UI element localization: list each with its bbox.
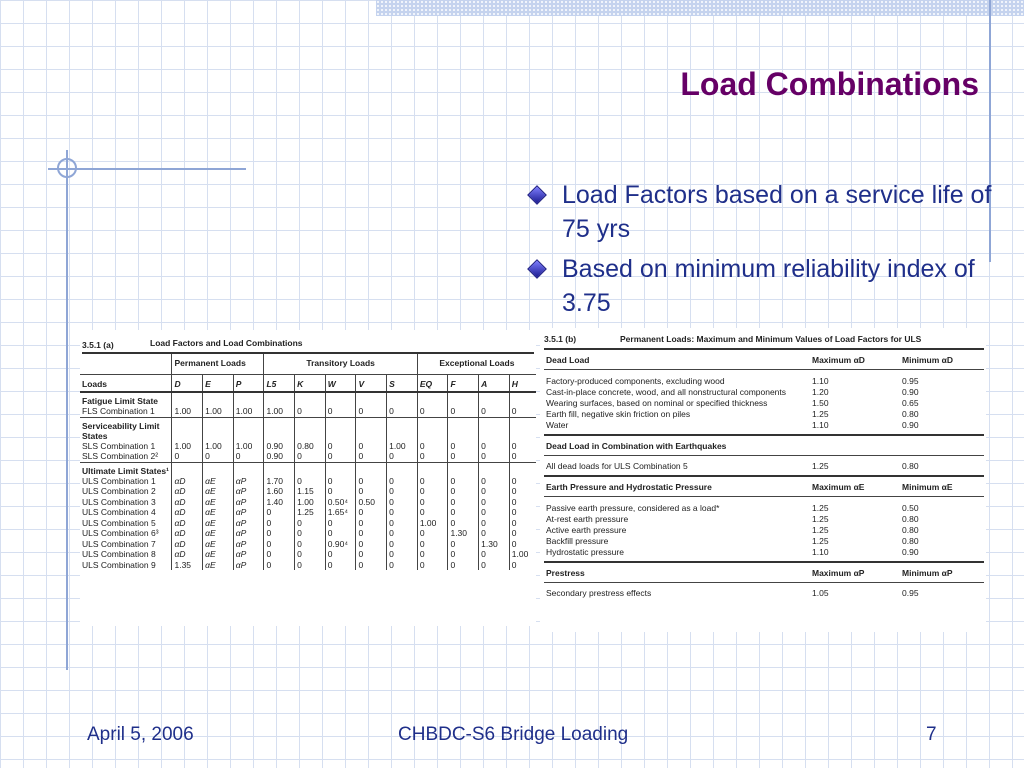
- table-cell: 0: [417, 451, 448, 462]
- table-cell: 0: [479, 518, 510, 529]
- decorative-horizontal-line: [48, 168, 246, 170]
- table-cell: 1.00: [172, 441, 203, 452]
- table-cell: 1.50: [812, 397, 829, 408]
- table-row: [544, 525, 984, 536]
- table-caption: Load Factors and Load Combinations: [150, 338, 303, 348]
- table-cell: 0: [448, 476, 479, 487]
- section-heading-row: [80, 462, 536, 476]
- table-cell: 0: [295, 476, 326, 487]
- table-cell: 0: [295, 528, 326, 539]
- table-cell: 1.10: [812, 375, 829, 386]
- table-cell: 0: [325, 518, 356, 529]
- row-label: Backfill pressure: [546, 535, 609, 546]
- table-cell: 1.25: [812, 461, 829, 471]
- table-cell: 1.20: [812, 386, 829, 397]
- table-row: [80, 518, 536, 529]
- table-row: [80, 560, 536, 571]
- section-heading-row: [544, 476, 984, 497]
- table-cell: 0.95: [902, 375, 919, 386]
- table-cell: 1.25: [812, 502, 829, 513]
- table-cell: 0.50: [902, 502, 919, 513]
- table-cell: 0: [509, 406, 536, 417]
- table-cell: 1.25: [812, 535, 829, 546]
- table-cell: αD: [172, 476, 203, 487]
- table-cell: 0.80: [902, 535, 919, 546]
- table-cell: 0: [264, 518, 295, 529]
- group-header: Permanent Loads: [172, 354, 264, 374]
- table-cell: αD: [172, 539, 203, 550]
- table-cell: 0: [325, 451, 356, 462]
- table-cell: 1.35: [172, 560, 203, 571]
- row-label: ULS Combination 2: [82, 486, 156, 496]
- table-cell: αP: [233, 560, 264, 571]
- diamond-bullet-icon: [527, 259, 547, 279]
- decorative-circle: [57, 158, 77, 178]
- bullet-text: Based on minimum reliability index of 3.75: [562, 255, 975, 317]
- table-cell: 0: [387, 539, 418, 550]
- table-row: [80, 476, 536, 487]
- table-cell: 0: [509, 560, 536, 571]
- table-cell: 0: [479, 486, 510, 497]
- column-header: EQ: [417, 374, 448, 392]
- load-factors-grid: [80, 354, 536, 570]
- table-cell: 1.00: [233, 406, 264, 417]
- footer-title: CHBDC-S6 Bridge Loading: [398, 724, 629, 745]
- table-cell: 0: [479, 406, 510, 417]
- table-cell: 1.30: [448, 528, 479, 539]
- table-cell: 0: [509, 497, 536, 508]
- table-cell: 0: [417, 549, 448, 560]
- table-cell: 0: [509, 476, 536, 487]
- table-cell: 0: [356, 406, 387, 417]
- table-cell: 1.00: [203, 441, 234, 452]
- table-cell: 1.25: [812, 524, 829, 535]
- table-cell: 0: [417, 441, 448, 452]
- table-row: [80, 406, 536, 417]
- column-header: Loads: [82, 378, 108, 389]
- table-cell: 0: [264, 539, 295, 550]
- column-header: [810, 435, 900, 456]
- row-label: FLS Combination 1: [82, 406, 155, 416]
- table-cell: 1.10: [812, 546, 829, 557]
- table-cell: 1.60: [264, 486, 295, 497]
- table-cell: 0: [325, 441, 356, 452]
- table-cell: 0.80: [902, 524, 919, 535]
- table-cell: 0.95: [902, 588, 919, 598]
- row-label: ULS Combination 1: [82, 475, 156, 486]
- table-cell: 0: [448, 539, 479, 550]
- table-cell: αE: [203, 560, 234, 571]
- table-cell: 0.80: [902, 408, 919, 419]
- table-cell: αP: [233, 549, 264, 560]
- row-label: All dead loads for ULS Combination 5: [546, 461, 688, 471]
- column-header: P: [233, 374, 264, 392]
- table-cell: 0.90: [902, 546, 919, 557]
- table-cell: 0: [479, 507, 510, 518]
- table-cell: 0: [448, 406, 479, 417]
- row-label: ULS Combination 6³: [82, 528, 159, 538]
- table-row: [544, 461, 984, 472]
- table-cell: 0: [509, 518, 536, 529]
- table-cell: 0: [417, 497, 448, 508]
- row-label: Water: [546, 419, 569, 430]
- row-label: ULS Combination 8: [82, 549, 156, 559]
- table-cell: 0: [387, 451, 418, 462]
- table-cell: 0: [387, 518, 418, 529]
- footer-date: April 5, 2006: [87, 724, 194, 745]
- column-header: Minimum αP: [902, 567, 953, 578]
- table-cell: 0: [509, 441, 536, 452]
- table-cell: αD: [172, 497, 203, 508]
- table-cell: 0: [417, 406, 448, 417]
- column-header: Minimum αE: [902, 482, 953, 492]
- section-heading-row: [544, 435, 984, 456]
- table-cell: αE: [203, 476, 234, 487]
- column-header: Minimum αD: [902, 355, 954, 365]
- row-label: SLS Combination 1: [82, 440, 156, 451]
- table-cell: 0: [479, 451, 510, 462]
- table-cell: 1.00: [509, 549, 536, 560]
- table-cell: 0: [479, 476, 510, 487]
- table-cell: 1.00: [233, 441, 264, 452]
- row-label: ULS Combination 9: [82, 559, 156, 570]
- table-cell: αP: [233, 528, 264, 539]
- row-label: Wearing surfaces, based on nominal or specified thickness: [546, 397, 768, 408]
- table-number: 3.5.1 (b): [544, 334, 577, 344]
- decorative-vertical-line: [66, 150, 68, 670]
- table-cell: 0: [356, 518, 387, 529]
- table-row: [544, 514, 984, 525]
- page-number: 7: [926, 724, 937, 745]
- table-number: 3.5.1 (a): [82, 340, 114, 350]
- column-header: K: [295, 374, 326, 392]
- table-cell: αD: [172, 518, 203, 529]
- table-cell: 0: [448, 486, 479, 497]
- row-label: Secondary prestress effects: [546, 588, 652, 598]
- table-cell: αP: [233, 518, 264, 529]
- table-cell: 0.90: [902, 386, 919, 397]
- row-label: ULS Combination 3: [82, 496, 156, 507]
- table-cell: 0: [325, 406, 356, 417]
- table-row: [544, 387, 984, 398]
- row-label: Active earth pressure: [546, 524, 627, 535]
- table-row: [80, 451, 536, 462]
- table-cell: 0: [509, 451, 536, 462]
- section-heading: Dead Load in Combination with Earthquakes: [546, 440, 727, 451]
- table-cell: 0: [264, 507, 295, 518]
- table-permanent-loads: [540, 328, 986, 632]
- table-cell: 1.65⁴: [325, 507, 356, 518]
- table-cell: 0.90: [264, 451, 295, 462]
- table-cell: 1.40: [264, 497, 295, 508]
- column-header: F: [448, 374, 479, 392]
- table-row: [544, 588, 984, 599]
- bullet-item: [526, 178, 996, 246]
- table-cell: 0.80: [295, 441, 326, 452]
- table-cell: 1.00: [264, 406, 295, 417]
- column-header: [900, 435, 984, 456]
- table-row: [544, 547, 984, 558]
- table-cell: 0: [325, 560, 356, 571]
- table-cell: 0: [387, 486, 418, 497]
- table-cell: 0: [509, 539, 536, 550]
- column-header-row: [80, 374, 536, 392]
- table-cell: 0: [417, 528, 448, 539]
- table-cell: 0: [325, 476, 356, 487]
- table-cell: αE: [203, 528, 234, 539]
- table-cell: 0: [325, 549, 356, 560]
- row-label: Earth fill, negative skin friction on piles: [546, 408, 691, 419]
- table-cell: 0: [509, 507, 536, 518]
- table-cell: 0: [356, 451, 387, 462]
- table-cell: αP: [233, 507, 264, 518]
- table-cell: 0.90: [264, 441, 295, 452]
- table-cell: 0: [325, 486, 356, 497]
- table-cell: 0: [448, 497, 479, 508]
- table-cell: 0: [448, 549, 479, 560]
- table-cell: αE: [203, 518, 234, 529]
- table-cell: 0.90⁴: [325, 539, 356, 550]
- column-header: L5: [264, 374, 295, 392]
- table-row: [80, 539, 536, 550]
- table-cell: αP: [233, 486, 264, 497]
- table-cell: 0: [295, 406, 326, 417]
- row-label: SLS Combination 2²: [82, 451, 159, 461]
- row-label: Factory-produced components, excluding wood: [546, 375, 725, 386]
- table-cell: 0: [479, 497, 510, 508]
- section-heading: Ultimate Limit States¹: [82, 465, 169, 476]
- table-cell: αE: [203, 539, 234, 550]
- table-cell: 0: [295, 560, 326, 571]
- table-cell: 0: [387, 560, 418, 571]
- table-row: [544, 398, 984, 409]
- table-cell: αP: [233, 476, 264, 487]
- table-cell: 0: [356, 486, 387, 497]
- section-heading: Serviceability Limit States: [82, 420, 160, 441]
- table-cell: 0: [417, 560, 448, 571]
- table-row: [544, 503, 984, 514]
- table-cell: 0: [417, 507, 448, 518]
- section-heading: Dead Load: [546, 355, 590, 365]
- table-cell: 0: [479, 528, 510, 539]
- bullet-list: [526, 178, 996, 326]
- table-cell: 0.65: [902, 397, 919, 408]
- table-cell: 0: [264, 528, 295, 539]
- table-cell: 0: [448, 507, 479, 518]
- permanent-loads-grid: [544, 350, 984, 603]
- table-cell: 0: [417, 476, 448, 487]
- table-cell: 0: [509, 528, 536, 539]
- table-cell: αE: [203, 486, 234, 497]
- table-cell: 0.90: [902, 419, 919, 430]
- table-cell: 0: [295, 518, 326, 529]
- table-cell: 0: [387, 549, 418, 560]
- table-cell: 1.05: [812, 588, 829, 598]
- row-label: Hydrostatic pressure: [546, 546, 624, 557]
- column-header: Maximum αE: [812, 482, 865, 492]
- table-cell: 0: [387, 528, 418, 539]
- column-header: Maximum αP: [812, 567, 865, 578]
- row-label: ULS Combination 5: [82, 517, 156, 528]
- table-cell: 1.25: [295, 507, 326, 518]
- table-cell: 1.70: [264, 476, 295, 487]
- table-row: [80, 497, 536, 508]
- group-header: Exceptional Loads: [417, 354, 536, 374]
- table-cell: 0: [203, 451, 234, 462]
- table-row: [80, 507, 536, 518]
- table-cell: 0: [448, 441, 479, 452]
- column-header: S: [387, 374, 418, 392]
- table-cell: 1.15: [295, 486, 326, 497]
- table-cell: 0: [417, 486, 448, 497]
- column-header: W: [325, 374, 356, 392]
- table-cell: 1.25: [812, 513, 829, 524]
- table-cell: αP: [233, 539, 264, 550]
- table-cell: αE: [203, 549, 234, 560]
- diamond-bullet-icon: [527, 185, 547, 205]
- table-cell: 0: [295, 549, 326, 560]
- table-cell: αD: [172, 507, 203, 518]
- table-cell: αD: [172, 486, 203, 497]
- table-cell: 1.30: [479, 539, 510, 550]
- table-cell: αE: [203, 507, 234, 518]
- table-cell: 0: [233, 451, 264, 462]
- column-header: D: [172, 374, 203, 392]
- table-cell: 0: [387, 507, 418, 518]
- table-cell: 0: [356, 507, 387, 518]
- table-cell: 0: [417, 539, 448, 550]
- column-header: E: [203, 374, 234, 392]
- column-header: H: [509, 374, 536, 392]
- table-cell: 0: [356, 441, 387, 452]
- table-cell: 0.80: [902, 461, 919, 471]
- table-cell: 1.00: [172, 406, 203, 417]
- table-cell: 1.00: [203, 406, 234, 417]
- table-cell: 0: [479, 549, 510, 560]
- table-cell: 0.50: [356, 497, 387, 508]
- table-cell: αP: [233, 497, 264, 508]
- table-cell: 1.00: [295, 497, 326, 508]
- group-header: Transitory Loads: [264, 354, 417, 374]
- table-cell: 0: [172, 451, 203, 462]
- section-heading-row: [80, 417, 536, 441]
- section-heading-row: [80, 392, 536, 406]
- section-heading-row: [544, 562, 984, 583]
- table-row: [544, 420, 984, 431]
- table-cell: 0: [479, 560, 510, 571]
- table-cell: αD: [172, 528, 203, 539]
- section-heading: Fatigue Limit State: [82, 396, 159, 406]
- section-heading: Prestress: [546, 567, 585, 578]
- row-label: ULS Combination 4: [82, 507, 156, 517]
- table-cell: 0: [387, 406, 418, 417]
- table-cell: 0: [479, 441, 510, 452]
- row-label: ULS Combination 7: [82, 538, 156, 549]
- table-cell: 0: [264, 560, 295, 571]
- table-cell: 0: [356, 560, 387, 571]
- table-cell: 1.00: [417, 518, 448, 529]
- bullet-item: [526, 252, 996, 320]
- table-cell: 0: [448, 518, 479, 529]
- table-cell: αE: [203, 497, 234, 508]
- table-cell: 0: [387, 497, 418, 508]
- table-cell: 0: [356, 539, 387, 550]
- table-cell: 1.00: [387, 441, 418, 452]
- table-cell: 0: [356, 549, 387, 560]
- table-row: [80, 441, 536, 452]
- top-decorative-band: [376, 0, 1024, 16]
- row-label: At-rest earth pressure: [546, 513, 629, 524]
- table-cell: 0: [387, 476, 418, 487]
- section-heading: Earth Pressure and Hydrostatic Pressure: [546, 482, 712, 492]
- table-cell: 0: [509, 486, 536, 497]
- table-row: [544, 376, 984, 387]
- section-heading-row: [544, 350, 984, 370]
- table-row: [544, 409, 984, 420]
- table-cell: 0: [325, 528, 356, 539]
- table-row: [80, 486, 536, 497]
- table-row: [544, 536, 984, 547]
- table-load-factors: [80, 330, 536, 626]
- table-caption: Permanent Loads: Maximum and Minimum Values of Load Factors for ULS: [620, 334, 922, 344]
- table-cell: αD: [172, 549, 203, 560]
- column-header: V: [356, 374, 387, 392]
- slide-title: Load Combinations: [680, 66, 979, 102]
- table-cell: 0: [448, 560, 479, 571]
- table-cell: 0: [448, 451, 479, 462]
- column-header: Maximum αD: [812, 355, 865, 365]
- table-cell: 1.10: [812, 419, 829, 430]
- row-label: Passive earth pressure, considered as a load*: [546, 502, 720, 513]
- table-row: [80, 528, 536, 539]
- bullet-text: Load Factors based on a service life of 75 yrs: [562, 181, 992, 243]
- table-cell: 0.80: [902, 513, 919, 524]
- row-label: Cast-in-place concrete, wood, and all nonstructural components: [546, 386, 787, 397]
- table-cell: 0: [264, 549, 295, 560]
- table-cell: 0: [295, 451, 326, 462]
- column-header: A: [479, 374, 510, 392]
- table-cell: 0: [356, 528, 387, 539]
- table-row: [80, 549, 536, 560]
- table-cell: 1.25: [812, 408, 829, 419]
- table-cell: 0.50⁴: [325, 497, 356, 508]
- table-cell: 0: [356, 476, 387, 487]
- table-cell: 0: [295, 539, 326, 550]
